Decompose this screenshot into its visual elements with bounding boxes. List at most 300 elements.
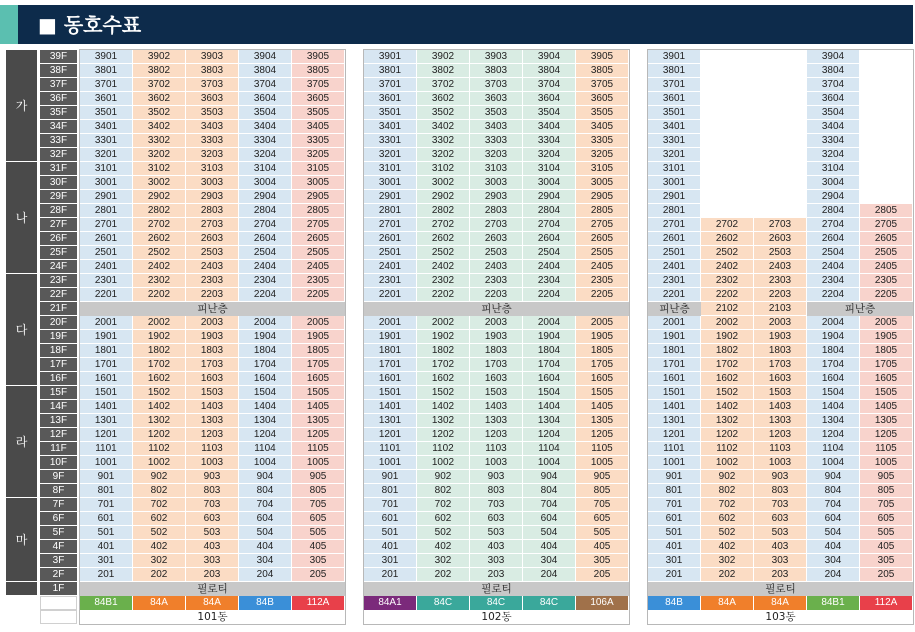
unit-cell[interactable]: 2301 xyxy=(364,274,417,288)
unit-cell[interactable]: 2901 xyxy=(364,190,417,204)
unit-cell[interactable]: 1502 xyxy=(417,386,470,400)
unit-cell[interactable]: 1105 xyxy=(292,442,345,456)
unit-cell[interactable]: 505 xyxy=(292,526,345,540)
unit-cell[interactable]: 704 xyxy=(239,498,292,512)
unit-cell[interactable]: 503 xyxy=(470,526,523,540)
unit-cell[interactable]: 2805 xyxy=(292,204,345,218)
unit-cell[interactable]: 3102 xyxy=(417,162,470,176)
unit-cell[interactable]: 3201 xyxy=(648,148,701,162)
unit-cell[interactable]: 2203 xyxy=(754,288,807,302)
unit-cell[interactable]: 2801 xyxy=(648,204,701,218)
unit-cell[interactable]: 2501 xyxy=(364,246,417,260)
unit-cell[interactable]: 201 xyxy=(648,568,701,582)
unit-cell[interactable]: 2402 xyxy=(701,260,754,274)
unit-cell[interactable]: 1603 xyxy=(186,372,239,386)
unit-cell[interactable]: 1003 xyxy=(470,456,523,470)
unit-cell[interactable]: 1404 xyxy=(523,400,576,414)
unit-cell[interactable]: 1404 xyxy=(239,400,292,414)
unit-cell[interactable]: 2804 xyxy=(807,204,860,218)
unit-cell[interactable]: 2705 xyxy=(576,218,629,232)
unit-cell[interactable]: 3903 xyxy=(186,50,239,64)
unit-cell[interactable]: 1705 xyxy=(576,358,629,372)
unit-cell[interactable]: 401 xyxy=(364,540,417,554)
unit-cell[interactable]: 3804 xyxy=(807,64,860,78)
unit-cell[interactable]: 3705 xyxy=(292,78,345,92)
unit-cell[interactable]: 3203 xyxy=(470,148,523,162)
unit-cell[interactable]: 3405 xyxy=(576,120,629,134)
unit-cell[interactable]: 1402 xyxy=(701,400,754,414)
unit-cell[interactable]: 2005 xyxy=(292,316,345,330)
unit-cell[interactable]: 1204 xyxy=(239,428,292,442)
unit-cell[interactable]: 1701 xyxy=(80,358,133,372)
unit-cell[interactable]: 603 xyxy=(754,512,807,526)
unit-cell[interactable]: 801 xyxy=(364,484,417,498)
unit-cell[interactable]: 2605 xyxy=(292,232,345,246)
unit-cell[interactable]: 2604 xyxy=(807,232,860,246)
unit-cell[interactable]: 2204 xyxy=(523,288,576,302)
unit-cell[interactable]: 1303 xyxy=(754,414,807,428)
unit-cell[interactable]: 1405 xyxy=(576,400,629,414)
unit-cell[interactable]: 3605 xyxy=(576,92,629,106)
unit-cell[interactable]: 3202 xyxy=(417,148,470,162)
unit-cell[interactable]: 2702 xyxy=(701,218,754,232)
unit-cell[interactable]: 1905 xyxy=(292,330,345,344)
unit-cell[interactable]: 1704 xyxy=(807,358,860,372)
unit-cell[interactable]: 802 xyxy=(417,484,470,498)
unit-cell[interactable]: 905 xyxy=(292,470,345,484)
unit-cell[interactable]: 1601 xyxy=(648,372,701,386)
unit-cell[interactable]: 404 xyxy=(523,540,576,554)
unit-cell[interactable]: 1501 xyxy=(364,386,417,400)
unit-cell[interactable]: 3002 xyxy=(417,176,470,190)
unit-cell[interactable]: 2401 xyxy=(364,260,417,274)
unit-cell[interactable]: 305 xyxy=(576,554,629,568)
unit-cell[interactable]: 804 xyxy=(807,484,860,498)
unit-cell[interactable]: 2402 xyxy=(133,260,186,274)
unit-cell[interactable]: 1601 xyxy=(80,372,133,386)
unit-cell[interactable]: 3204 xyxy=(523,148,576,162)
unit-cell[interactable]: 3302 xyxy=(417,134,470,148)
unit-cell[interactable]: 1404 xyxy=(807,400,860,414)
unit-cell[interactable]: 3805 xyxy=(292,64,345,78)
unit-cell[interactable]: 1103 xyxy=(754,442,807,456)
unit-cell[interactable]: 901 xyxy=(648,470,701,484)
unit-cell[interactable]: 2001 xyxy=(80,316,133,330)
unit-cell[interactable]: 3401 xyxy=(80,120,133,134)
unit-cell[interactable]: 1502 xyxy=(701,386,754,400)
unit-cell[interactable]: 3401 xyxy=(648,120,701,134)
unit-cell[interactable]: 1403 xyxy=(754,400,807,414)
unit-cell[interactable]: 903 xyxy=(754,470,807,484)
unit-cell[interactable]: 1703 xyxy=(470,358,523,372)
unit-cell[interactable]: 3805 xyxy=(576,64,629,78)
unit-cell[interactable]: 2905 xyxy=(576,190,629,204)
unit-cell[interactable]: 1502 xyxy=(133,386,186,400)
unit-cell[interactable]: 3901 xyxy=(364,50,417,64)
unit-cell[interactable]: 2703 xyxy=(470,218,523,232)
unit-cell[interactable]: 1003 xyxy=(754,456,807,470)
unit-cell[interactable]: 2601 xyxy=(364,232,417,246)
unit-cell[interactable]: 2701 xyxy=(648,218,701,232)
unit-cell[interactable]: 3903 xyxy=(470,50,523,64)
unit-cell[interactable]: 1402 xyxy=(417,400,470,414)
unit-cell[interactable]: 2205 xyxy=(860,288,913,302)
unit-cell[interactable]: 204 xyxy=(807,568,860,582)
unit-cell[interactable]: 1301 xyxy=(364,414,417,428)
unit-cell[interactable]: 1702 xyxy=(701,358,754,372)
unit-cell[interactable]: 1504 xyxy=(523,386,576,400)
unit-cell[interactable]: 2302 xyxy=(133,274,186,288)
unit-cell[interactable]: 3505 xyxy=(576,106,629,120)
unit-cell[interactable]: 3803 xyxy=(186,64,239,78)
unit-cell[interactable]: 1405 xyxy=(860,400,913,414)
unit-cell[interactable]: 2403 xyxy=(470,260,523,274)
unit-cell[interactable]: 302 xyxy=(701,554,754,568)
unit-cell[interactable]: 404 xyxy=(239,540,292,554)
unit-cell[interactable]: 2903 xyxy=(470,190,523,204)
unit-cell[interactable]: 2601 xyxy=(648,232,701,246)
unit-cell[interactable]: 203 xyxy=(754,568,807,582)
unit-cell[interactable]: 1705 xyxy=(292,358,345,372)
unit-cell[interactable]: 2401 xyxy=(80,260,133,274)
unit-cell[interactable]: 3304 xyxy=(807,134,860,148)
unit-cell[interactable]: 2703 xyxy=(754,218,807,232)
unit-cell[interactable]: 3801 xyxy=(80,64,133,78)
unit-cell[interactable]: 705 xyxy=(860,498,913,512)
unit-cell[interactable]: 3404 xyxy=(239,120,292,134)
unit-cell[interactable]: 3802 xyxy=(417,64,470,78)
unit-cell[interactable]: 3403 xyxy=(470,120,523,134)
unit-cell[interactable]: 1005 xyxy=(292,456,345,470)
unit-cell[interactable]: 3204 xyxy=(807,148,860,162)
unit-cell[interactable]: 703 xyxy=(470,498,523,512)
unit-cell[interactable]: 2802 xyxy=(417,204,470,218)
unit-cell[interactable]: 3703 xyxy=(470,78,523,92)
unit-cell[interactable]: 405 xyxy=(576,540,629,554)
unit-cell[interactable]: 1402 xyxy=(133,400,186,414)
unit-cell[interactable]: 3405 xyxy=(292,120,345,134)
unit-cell[interactable]: 1203 xyxy=(186,428,239,442)
unit-cell[interactable]: 3003 xyxy=(470,176,523,190)
unit-cell[interactable]: 3005 xyxy=(292,176,345,190)
unit-cell[interactable]: 2003 xyxy=(470,316,523,330)
unit-cell[interactable]: 3104 xyxy=(807,162,860,176)
unit-cell[interactable]: 203 xyxy=(470,568,523,582)
unit-cell[interactable]: 3501 xyxy=(364,106,417,120)
unit-cell[interactable]: 3604 xyxy=(239,92,292,106)
unit-cell[interactable]: 3701 xyxy=(648,78,701,92)
unit-cell[interactable]: 2604 xyxy=(239,232,292,246)
unit-cell[interactable]: 3103 xyxy=(186,162,239,176)
unit-cell[interactable]: 3304 xyxy=(239,134,292,148)
unit-cell[interactable]: 503 xyxy=(754,526,807,540)
unit-cell[interactable]: 1302 xyxy=(133,414,186,428)
unit-cell[interactable]: 1605 xyxy=(860,372,913,386)
unit-cell[interactable]: 605 xyxy=(292,512,345,526)
unit-cell[interactable]: 3504 xyxy=(807,106,860,120)
unit-cell[interactable]: 1505 xyxy=(292,386,345,400)
unit-cell[interactable]: 2901 xyxy=(648,190,701,204)
unit-cell[interactable]: 1904 xyxy=(239,330,292,344)
unit-cell[interactable]: 3603 xyxy=(186,92,239,106)
unit-cell[interactable]: 2701 xyxy=(364,218,417,232)
unit-cell[interactable]: 1901 xyxy=(364,330,417,344)
unit-cell[interactable]: 2605 xyxy=(576,232,629,246)
unit-cell[interactable]: 3102 xyxy=(133,162,186,176)
unit-cell[interactable]: 1102 xyxy=(133,442,186,456)
unit-cell[interactable]: 204 xyxy=(239,568,292,582)
unit-cell[interactable]: 1703 xyxy=(754,358,807,372)
unit-cell[interactable]: 2405 xyxy=(860,260,913,274)
unit-cell[interactable]: 2702 xyxy=(417,218,470,232)
unit-cell[interactable]: 2302 xyxy=(701,274,754,288)
unit-cell[interactable]: 1805 xyxy=(576,344,629,358)
unit-cell[interactable]: 3705 xyxy=(576,78,629,92)
unit-cell[interactable]: 3004 xyxy=(523,176,576,190)
unit-cell[interactable]: 801 xyxy=(80,484,133,498)
unit-cell[interactable]: 901 xyxy=(364,470,417,484)
unit-cell[interactable]: 405 xyxy=(860,540,913,554)
unit-cell[interactable]: 1705 xyxy=(860,358,913,372)
unit-cell[interactable]: 1704 xyxy=(239,358,292,372)
unit-cell[interactable]: 2504 xyxy=(523,246,576,260)
unit-cell[interactable]: 1104 xyxy=(523,442,576,456)
unit-cell[interactable]: 3801 xyxy=(648,64,701,78)
unit-cell[interactable]: 1902 xyxy=(417,330,470,344)
unit-cell[interactable]: 301 xyxy=(364,554,417,568)
unit-cell[interactable]: 1802 xyxy=(417,344,470,358)
unit-cell[interactable]: 2605 xyxy=(860,232,913,246)
unit-cell[interactable]: 701 xyxy=(80,498,133,512)
unit-cell[interactable]: 2303 xyxy=(754,274,807,288)
unit-cell[interactable]: 3302 xyxy=(133,134,186,148)
unit-cell[interactable]: 403 xyxy=(186,540,239,554)
unit-cell[interactable]: 1105 xyxy=(576,442,629,456)
unit-cell[interactable]: 703 xyxy=(754,498,807,512)
unit-cell[interactable]: 2204 xyxy=(239,288,292,302)
unit-cell[interactable]: 3601 xyxy=(80,92,133,106)
unit-cell[interactable]: 2603 xyxy=(470,232,523,246)
unit-cell[interactable]: 802 xyxy=(133,484,186,498)
unit-cell[interactable]: 1503 xyxy=(470,386,523,400)
unit-cell[interactable]: 402 xyxy=(417,540,470,554)
unit-cell[interactable]: 3001 xyxy=(80,176,133,190)
unit-cell[interactable]: 3905 xyxy=(292,50,345,64)
unit-cell[interactable]: 3301 xyxy=(364,134,417,148)
unit-cell[interactable]: 2504 xyxy=(239,246,292,260)
unit-cell[interactable]: 1602 xyxy=(701,372,754,386)
unit-cell[interactable]: 1804 xyxy=(807,344,860,358)
unit-cell[interactable]: 1604 xyxy=(523,372,576,386)
unit-cell[interactable]: 1901 xyxy=(80,330,133,344)
unit-cell[interactable]: 2404 xyxy=(807,260,860,274)
unit-cell[interactable]: 2205 xyxy=(292,288,345,302)
unit-cell[interactable]: 2304 xyxy=(239,274,292,288)
unit-cell[interactable]: 703 xyxy=(186,498,239,512)
unit-cell[interactable]: 501 xyxy=(364,526,417,540)
unit-cell[interactable]: 2004 xyxy=(523,316,576,330)
unit-cell[interactable]: 1503 xyxy=(186,386,239,400)
unit-cell[interactable]: 403 xyxy=(754,540,807,554)
unit-cell[interactable]: 3101 xyxy=(364,162,417,176)
unit-cell[interactable]: 205 xyxy=(860,568,913,582)
unit-cell[interactable]: 1104 xyxy=(807,442,860,456)
unit-cell[interactable]: 505 xyxy=(860,526,913,540)
unit-cell[interactable]: 1005 xyxy=(576,456,629,470)
unit-cell[interactable]: 1301 xyxy=(80,414,133,428)
unit-cell[interactable]: 1405 xyxy=(292,400,345,414)
unit-cell[interactable]: 405 xyxy=(292,540,345,554)
unit-cell[interactable]: 2202 xyxy=(417,288,470,302)
unit-cell[interactable]: 1101 xyxy=(648,442,701,456)
unit-cell[interactable]: 3704 xyxy=(239,78,292,92)
unit-cell[interactable]: 2303 xyxy=(470,274,523,288)
unit-cell[interactable]: 1401 xyxy=(648,400,701,414)
unit-cell[interactable]: 502 xyxy=(701,526,754,540)
unit-cell[interactable]: 503 xyxy=(186,526,239,540)
unit-cell[interactable]: 1104 xyxy=(239,442,292,456)
unit-cell[interactable]: 3303 xyxy=(186,134,239,148)
unit-cell[interactable]: 1102 xyxy=(701,442,754,456)
unit-cell[interactable]: 1204 xyxy=(807,428,860,442)
unit-cell[interactable]: 3303 xyxy=(470,134,523,148)
unit-cell[interactable]: 3901 xyxy=(80,50,133,64)
unit-cell[interactable]: 803 xyxy=(470,484,523,498)
unit-cell[interactable]: 602 xyxy=(417,512,470,526)
unit-cell[interactable]: 1503 xyxy=(754,386,807,400)
unit-cell[interactable]: 502 xyxy=(417,526,470,540)
unit-cell[interactable]: 1302 xyxy=(701,414,754,428)
unit-cell[interactable]: 1302 xyxy=(417,414,470,428)
unit-cell[interactable]: 3602 xyxy=(133,92,186,106)
unit-cell[interactable]: 301 xyxy=(648,554,701,568)
unit-cell[interactable]: 1203 xyxy=(754,428,807,442)
unit-cell[interactable]: 305 xyxy=(292,554,345,568)
unit-cell[interactable]: 3904 xyxy=(807,50,860,64)
unit-cell[interactable]: 1305 xyxy=(576,414,629,428)
unit-cell[interactable]: 902 xyxy=(701,470,754,484)
unit-cell[interactable]: 2902 xyxy=(133,190,186,204)
unit-cell[interactable]: 2002 xyxy=(701,316,754,330)
unit-cell[interactable]: 1803 xyxy=(186,344,239,358)
unit-cell[interactable]: 1001 xyxy=(648,456,701,470)
unit-cell[interactable]: 2201 xyxy=(648,288,701,302)
unit-cell[interactable]: 1505 xyxy=(576,386,629,400)
unit-cell[interactable]: 1004 xyxy=(239,456,292,470)
unit-cell[interactable]: 3902 xyxy=(417,50,470,64)
unit-cell[interactable]: 2801 xyxy=(80,204,133,218)
unit-cell[interactable]: 905 xyxy=(576,470,629,484)
unit-cell[interactable]: 302 xyxy=(133,554,186,568)
unit-cell[interactable]: 3105 xyxy=(292,162,345,176)
unit-cell[interactable]: 3604 xyxy=(807,92,860,106)
unit-cell[interactable]: 305 xyxy=(860,554,913,568)
unit-cell[interactable]: 3202 xyxy=(133,148,186,162)
unit-cell[interactable]: 304 xyxy=(523,554,576,568)
unit-cell[interactable]: 1004 xyxy=(523,456,576,470)
unit-cell[interactable]: 1202 xyxy=(417,428,470,442)
unit-cell[interactable]: 2805 xyxy=(576,204,629,218)
unit-cell[interactable]: 302 xyxy=(417,554,470,568)
unit-cell[interactable]: 2603 xyxy=(754,232,807,246)
unit-cell[interactable]: 3305 xyxy=(576,134,629,148)
unit-cell[interactable]: 3802 xyxy=(133,64,186,78)
unit-cell[interactable]: 2902 xyxy=(417,190,470,204)
unit-cell[interactable]: 2704 xyxy=(523,218,576,232)
unit-cell[interactable]: 1205 xyxy=(576,428,629,442)
unit-cell[interactable]: 3402 xyxy=(133,120,186,134)
unit-cell[interactable]: 3701 xyxy=(80,78,133,92)
unit-cell[interactable]: 2905 xyxy=(292,190,345,204)
unit-cell[interactable]: 3001 xyxy=(364,176,417,190)
unit-cell[interactable]: 2404 xyxy=(523,260,576,274)
unit-cell[interactable]: 3604 xyxy=(523,92,576,106)
unit-cell[interactable]: 2802 xyxy=(133,204,186,218)
unit-cell[interactable]: 2904 xyxy=(807,190,860,204)
unit-cell[interactable]: 403 xyxy=(470,540,523,554)
unit-cell[interactable]: 605 xyxy=(576,512,629,526)
unit-cell[interactable]: 2305 xyxy=(292,274,345,288)
unit-cell[interactable]: 301 xyxy=(80,554,133,568)
unit-cell[interactable]: 1604 xyxy=(807,372,860,386)
unit-cell[interactable]: 3503 xyxy=(470,106,523,120)
unit-cell[interactable]: 3602 xyxy=(417,92,470,106)
unit-cell[interactable]: 3201 xyxy=(80,148,133,162)
unit-cell[interactable]: 801 xyxy=(648,484,701,498)
unit-cell[interactable]: 905 xyxy=(860,470,913,484)
unit-cell[interactable]: 2005 xyxy=(860,316,913,330)
unit-cell[interactable]: 1401 xyxy=(364,400,417,414)
unit-cell[interactable]: 3905 xyxy=(576,50,629,64)
unit-cell[interactable]: 805 xyxy=(292,484,345,498)
unit-cell[interactable]: 3401 xyxy=(364,120,417,134)
unit-cell[interactable]: 3304 xyxy=(523,134,576,148)
unit-cell[interactable]: 705 xyxy=(292,498,345,512)
unit-cell[interactable]: 1304 xyxy=(239,414,292,428)
unit-cell[interactable]: 1505 xyxy=(860,386,913,400)
unit-cell[interactable]: 2203 xyxy=(186,288,239,302)
unit-cell[interactable]: 2502 xyxy=(133,246,186,260)
unit-cell[interactable]: 501 xyxy=(648,526,701,540)
unit-cell[interactable]: 3403 xyxy=(186,120,239,134)
unit-cell[interactable]: 1001 xyxy=(80,456,133,470)
unit-cell[interactable]: 3104 xyxy=(239,162,292,176)
unit-cell[interactable]: 303 xyxy=(186,554,239,568)
unit-cell[interactable]: 1905 xyxy=(860,330,913,344)
unit-cell[interactable]: 1305 xyxy=(860,414,913,428)
unit-cell[interactable]: 3305 xyxy=(292,134,345,148)
unit-cell[interactable]: 3005 xyxy=(576,176,629,190)
unit-cell[interactable]: 1401 xyxy=(80,400,133,414)
unit-cell[interactable]: 601 xyxy=(364,512,417,526)
unit-cell[interactable]: 1002 xyxy=(417,456,470,470)
unit-cell[interactable]: 904 xyxy=(523,470,576,484)
unit-cell[interactable]: 2202 xyxy=(701,288,754,302)
unit-cell[interactable]: 1002 xyxy=(701,456,754,470)
unit-cell[interactable]: 802 xyxy=(701,484,754,498)
unit-cell[interactable]: 1403 xyxy=(186,400,239,414)
unit-cell[interactable]: 3404 xyxy=(523,120,576,134)
unit-cell[interactable]: 902 xyxy=(133,470,186,484)
unit-cell[interactable]: 3503 xyxy=(186,106,239,120)
unit-cell[interactable]: 1702 xyxy=(417,358,470,372)
unit-cell[interactable]: 3201 xyxy=(364,148,417,162)
unit-cell[interactable]: 803 xyxy=(186,484,239,498)
unit-cell[interactable]: 1504 xyxy=(807,386,860,400)
unit-cell[interactable]: 3203 xyxy=(186,148,239,162)
unit-cell[interactable]: 2602 xyxy=(701,232,754,246)
unit-cell[interactable]: 2403 xyxy=(754,260,807,274)
